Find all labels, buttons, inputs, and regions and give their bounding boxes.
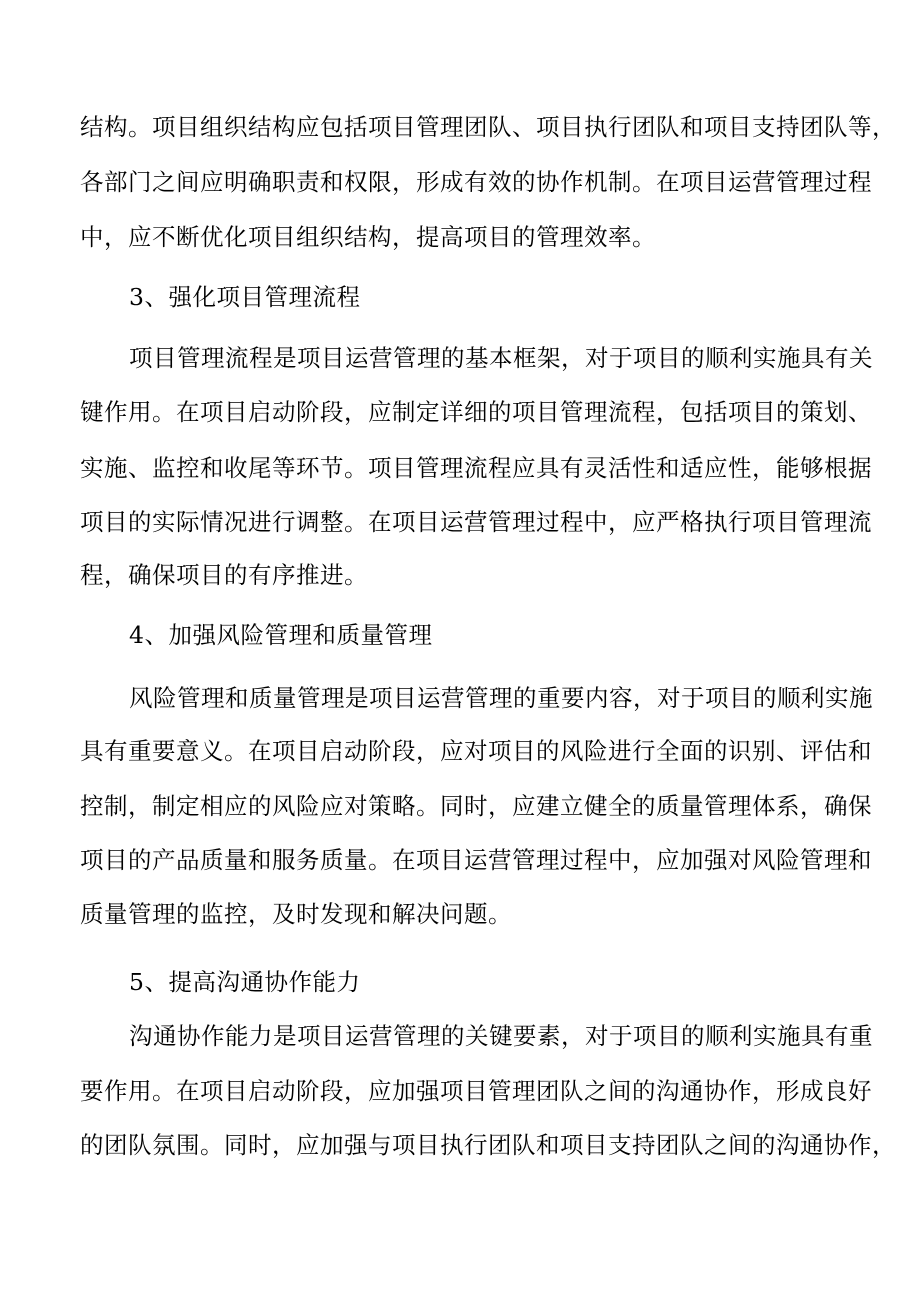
section-heading: 3、强化项目管理流程 (129, 283, 361, 311)
paragraph-line: 具有重要意义。在项目启动阶段，应对项目的风险进行全面的识别、评估和 (80, 737, 872, 765)
paragraph-line: 项目管理流程是项目运营管理的基本框架，对于项目的顺利实施具有关 (129, 344, 873, 372)
paragraph-line: 质量管理的监控，及时发现和解决问题。 (80, 900, 512, 928)
paragraph-line: 项目的实际情况进行调整。在项目运营管理过程中，应严格执行项目管理流 (80, 508, 872, 536)
paragraph-line: 风险管理和质量管理是项目运营管理的重要内容，对于项目的顺利实施 (129, 684, 873, 712)
paragraph-line: 项目的产品质量和服务质量。在项目运营管理过程中，应加强对风险管理和 (80, 846, 872, 874)
paragraph-line: 各部门之间应明确职责和权限，形成有效的协作机制。在项目运营管理过程 (80, 168, 872, 196)
paragraph-line: 结构。项目组织结构应包括项目管理团队、项目执行团队和项目支持团队等， (80, 113, 896, 141)
paragraph-line: 控制，制定相应的风险应对策略。同时，应建立健全的质量管理体系，确保 (80, 792, 872, 820)
paragraph-line: 要作用。在项目启动阶段，应加强项目管理团队之间的沟通协作，形成良好 (80, 1077, 872, 1105)
paragraph-line: 程，确保项目的有序推进。 (80, 561, 368, 589)
section-heading: 4、加强风险管理和质量管理 (129, 621, 433, 649)
paragraph-line: 实施、监控和收尾等环节。项目管理流程应具有灵活性和适应性，能够根据 (80, 454, 872, 482)
paragraph-line: 键作用。在项目启动阶段，应制定详细的项目管理流程，包括项目的策划、 (80, 398, 872, 426)
section-heading: 5、提高沟通协作能力 (129, 968, 361, 996)
paragraph-line: 中，应不断优化项目组织结构，提高项目的管理效率。 (80, 223, 656, 251)
paragraph-line: 的团队氛围。同时，应加强与项目执行团队和项目支持团队之间的沟通协作， (80, 1131, 896, 1159)
paragraph-line: 沟通协作能力是项目运营管理的关键要素，对于项目的顺利实施具有重 (129, 1022, 873, 1050)
